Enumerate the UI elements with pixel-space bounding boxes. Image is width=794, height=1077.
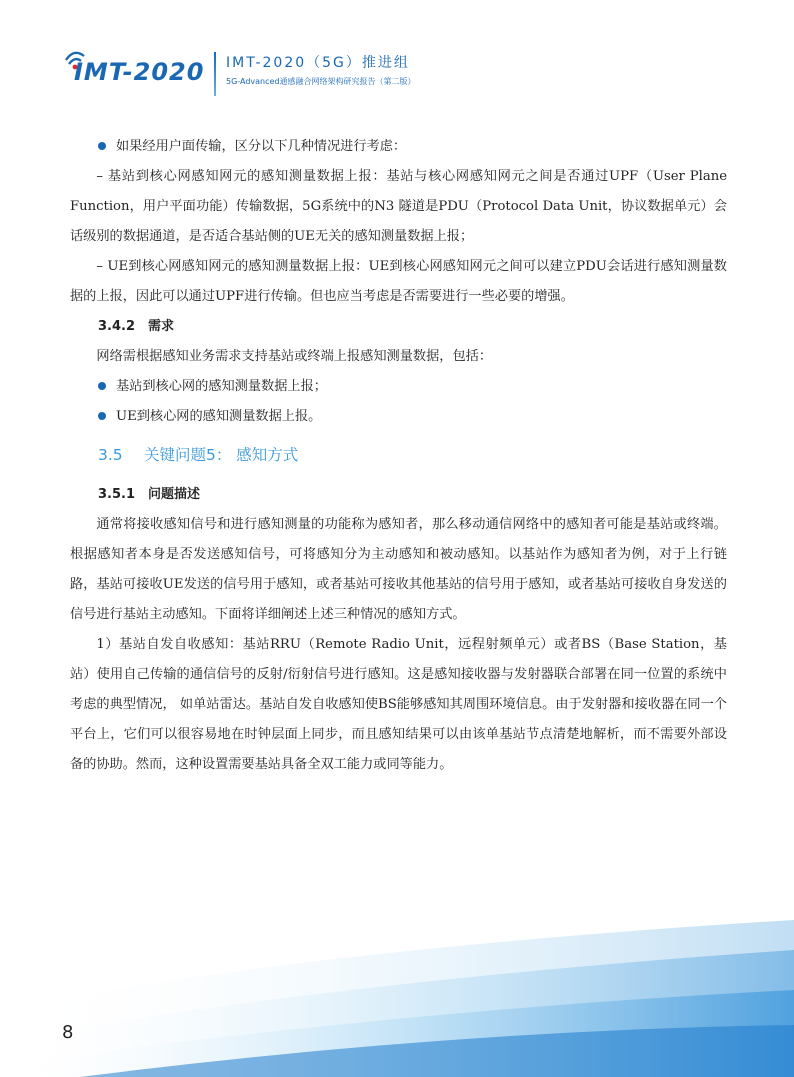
header-divider: [214, 52, 216, 96]
bullet-icon: [98, 142, 106, 150]
page-number: 8: [62, 1022, 74, 1043]
paragraph-monostatic: 1）基站自发自收感知：基站RRU（Remote Radio Unit，远程射频单元）或者BS（Base Station，基站）使用自己传输的通信信号的反射/衍射信号进行感知。这是感知接收器与发射器联合部署在同一位置的系统中考虑的典型情况， 如单站雷达。基站自发自收感知使BS能够感知其周围环境信息。由于发射器和接收器在同一个平台上，它们可以很容易地在时钟层面上同步，而且感知结果可以由该单基站节点清楚地解析，而不需要外部设备的协助。然而，这种设置需要基站具备全双工能力或同等能力。: [70, 637, 727, 772]
paragraph-dash-1: – 基站到核心网感知网元的感知测量数据上报：基站与核心网感知网元之间是否通过UPF（User Plane Function，用户平面功能）传输数据，5G系统中的N3 隧道是PDU（Protocol Data Unit，协议数据单元）会话级别的数据通道，是否适合基站侧的UE无关的感知测量数据上报；: [70, 169, 727, 244]
page-body: [70, 132, 727, 780]
page-header: [0, 0, 794, 110]
section-heading-3-5: 3.5 关键问题5： 感知方式: [98, 446, 299, 464]
header-subtitle: 5G-Advanced通感融合网络架构研究报告（第二版）: [226, 77, 416, 86]
section-heading-3-5-1: 3.5.1 问题描述: [98, 487, 201, 502]
list-item: 基站到核心网的感知测量数据上报；: [70, 372, 727, 402]
footer-wave-decoration: [0, 890, 794, 1077]
header-title: IMT-2020（5G）推进组: [226, 55, 410, 71]
paragraph-dash-2: – UE到核心网感知网元的感知测量数据上报：UE到核心网感知网元之间可以建立PDU会话进行感知测量数据的上报，因此可以通过UPF进行传输。但也应当考虑是否需要进行一些必要的增强。: [70, 259, 727, 304]
list-item: UE到核心网的感知测量数据上报。: [70, 402, 727, 432]
logo-text: IMT-2020: [74, 58, 205, 86]
list-item: 如果经用户面传输，区分以下几种情况进行考虑：: [70, 132, 727, 162]
section-heading-3-4-2: 3.4.2 需求: [98, 319, 175, 334]
paragraph-req-intro: 网络需根据感知业务需求支持基站或终端上报感知测量数据，包括：: [96, 349, 493, 364]
bullet-icon: [98, 382, 106, 390]
paragraph-sensing-roles: 通常将接收感知信号和进行感知测量的功能称为感知者，那么移动通信网络中的感知者可能是基站或终端。根据感知者本身是否发送感知信号，可将感知分为主动感知和被动感知。以基站作为感知者为例，对于上行链路，基站可接收UE发送的信号用于感知，或者基站可接收其他基站的信号用于感知，或者基站可接收自身发送的信号进行基站主动感知。下面将详细阐述上述三种情况的感知方式。: [70, 517, 727, 622]
bullet-icon: [98, 412, 106, 420]
